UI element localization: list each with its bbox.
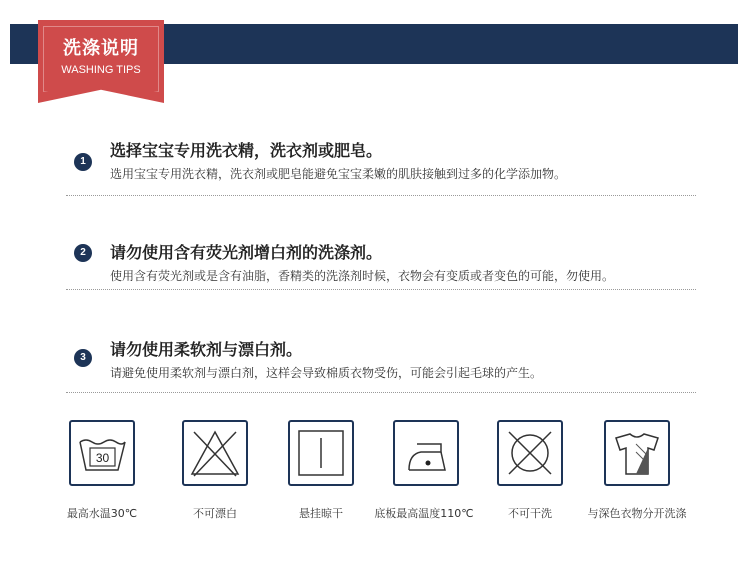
care-label: 悬挂晾干 xyxy=(299,507,343,520)
care-label: 最高水温30℃ xyxy=(66,507,138,520)
tip-description: 选用宝宝专用洗衣精，洗衣剂或肥皂能避免宝宝柔嫩的肌肤接触到过多的化学添加物。 xyxy=(110,167,567,181)
wash-30-icon xyxy=(69,420,135,486)
no-dry-clean-icon xyxy=(497,420,563,486)
tip-number-badge: 3 xyxy=(74,349,92,367)
care-label: 底板最高温度110℃ xyxy=(374,507,474,520)
line-dry-icon xyxy=(288,420,354,486)
care-label: 与深色衣物分开洗涤 xyxy=(587,507,687,520)
tip-heading: 选择宝宝专用洗衣精，洗衣剂或肥皂。 xyxy=(110,141,383,160)
tip-divider xyxy=(66,392,696,393)
iron-medium-icon xyxy=(393,420,459,486)
tip-heading: 请勿使用含有荧光剂增白剂的洗涤剂。 xyxy=(110,243,383,262)
tip-description: 请避免使用柔软剂与漂白剂，这样会导致棉质衣物受伤，可能会引起毛球的产生。 xyxy=(110,366,543,380)
wash-temperature-text: 30 xyxy=(95,451,110,465)
tip-number-badge: 2 xyxy=(74,244,92,262)
wash-separately-icon xyxy=(604,420,670,486)
tip-divider xyxy=(66,289,696,290)
tip-number-badge: 1 xyxy=(74,153,92,171)
tip-description: 使用含有荧光剂或是含有油脂，香精类的洗涤剂时候，衣物会有变质或者变色的可能，勿使用。 xyxy=(110,269,615,283)
page-title: 洗涤说明 xyxy=(63,38,139,59)
page-subtitle: WASHING TIPS xyxy=(61,64,141,76)
care-label: 不可漂白 xyxy=(193,507,237,520)
no-bleach-icon xyxy=(182,420,248,486)
tip-heading: 请勿使用柔软剂与漂白剂。 xyxy=(110,340,303,359)
tip-divider xyxy=(66,195,696,196)
care-label: 不可干洗 xyxy=(508,507,552,520)
